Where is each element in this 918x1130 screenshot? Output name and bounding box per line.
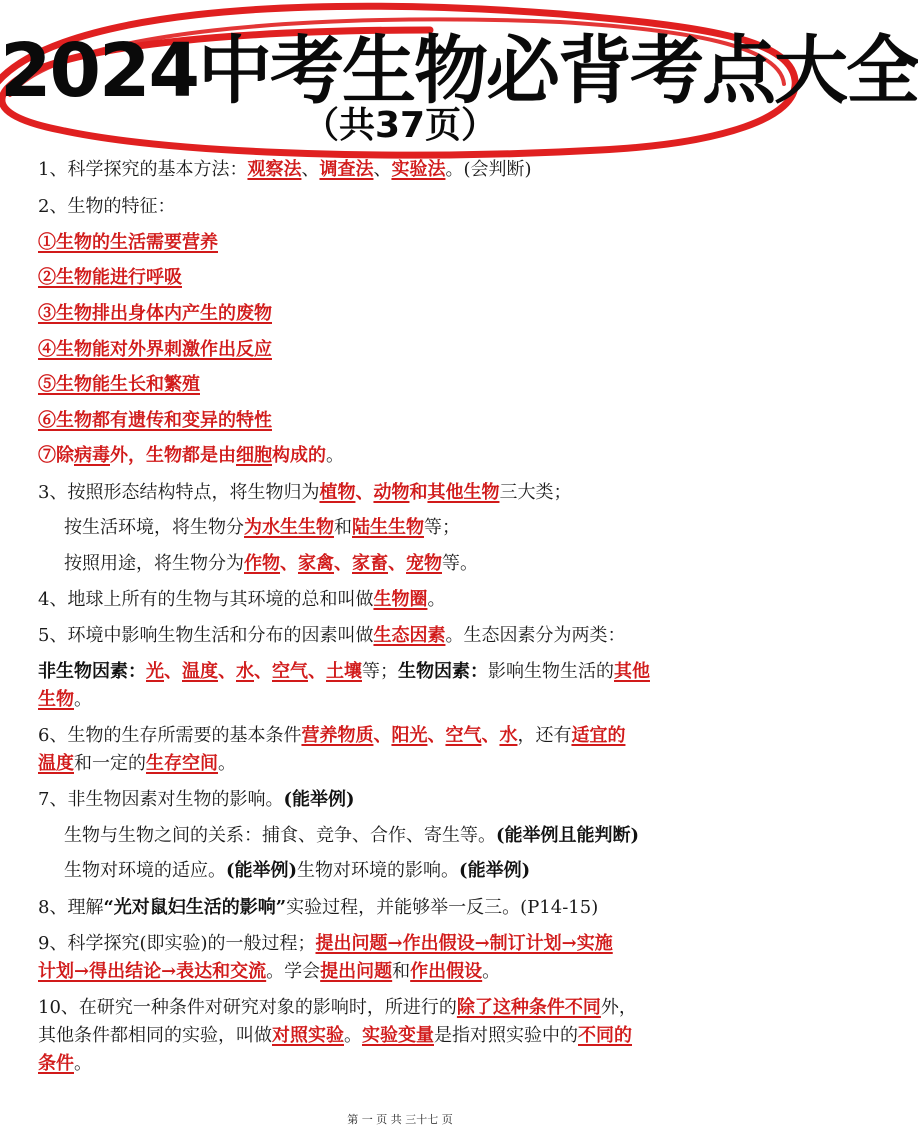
highlight-segment: ⑤生物能生长和繁殖 bbox=[38, 374, 200, 395]
highlight-segment: 观察法 bbox=[247, 159, 302, 180]
highlight-segment: 空气 bbox=[445, 725, 482, 746]
line-26 bbox=[38, 1024, 632, 1048]
text-segment: 生物对环境的适应。 bbox=[64, 860, 226, 881]
line-18 bbox=[38, 752, 236, 776]
highlight-segment: 陆生生物 bbox=[352, 517, 424, 538]
text-segment: 2、生物的特征： bbox=[38, 196, 176, 217]
highlight-segment: 作出假设 bbox=[410, 961, 483, 982]
text-segment: 6、生物的生存所需要的基本条件 bbox=[38, 725, 302, 746]
highlight-segment: 水 bbox=[236, 661, 254, 682]
line-22 bbox=[38, 896, 598, 920]
highlight-segment: ⑦除 bbox=[38, 445, 74, 466]
text-segment: 等。 bbox=[442, 553, 478, 574]
highlight-segment: 为水生生物 bbox=[244, 517, 334, 538]
text-segment: 9、科学探究(即实验)的一般过程； bbox=[38, 933, 316, 954]
highlight-segment: 温度 bbox=[38, 753, 74, 774]
highlight-segment: 、 bbox=[254, 661, 272, 682]
text-segment: 5、环境中影响生物生活和分布的因素叫做 bbox=[38, 625, 374, 646]
highlight-segment: 、 bbox=[164, 661, 182, 682]
highlight-segment: ②生物能进行呼吸 bbox=[38, 267, 182, 288]
highlight-segment: ⑥生物都有遗传和变异的特性 bbox=[38, 410, 272, 431]
line-5 bbox=[38, 302, 272, 326]
highlight-segment: 、 bbox=[355, 482, 374, 503]
highlight-segment: “光对鼠妇生活的影响” bbox=[103, 897, 287, 918]
highlight-segment: 宠物 bbox=[406, 553, 442, 574]
text-segment: 。学会 bbox=[266, 961, 321, 982]
text-segment: 按照用途，将生物分为 bbox=[64, 553, 244, 574]
text-segment: 。 bbox=[344, 1025, 362, 1046]
highlight-segment: 和 bbox=[409, 482, 428, 503]
highlight-segment: 动物 bbox=[373, 482, 410, 503]
highlight-segment: 、 bbox=[308, 661, 326, 682]
text-segment: 按生活环境，将生物分 bbox=[64, 517, 244, 538]
text-segment: 影响生物生活的 bbox=[488, 661, 614, 682]
text-segment: 生物对环境的影响。 bbox=[297, 860, 460, 881]
highlight-segment: 对照实验 bbox=[272, 1025, 344, 1046]
text-segment: 3、按照形态结构特点，将生物归为 bbox=[38, 482, 320, 503]
page-subtitle: （共37页） bbox=[302, 105, 498, 146]
text-segment: 。 bbox=[427, 589, 446, 610]
line-3 bbox=[38, 231, 218, 255]
highlight-segment: ①生物的生活需要营养 bbox=[38, 232, 218, 253]
highlight-segment: 、 bbox=[427, 725, 446, 746]
highlight-segment: 营养物质 bbox=[301, 725, 374, 746]
highlight-segment: 非生物因素： bbox=[38, 661, 146, 682]
highlight-segment: 实验变量 bbox=[362, 1025, 434, 1046]
highlight-segment: 家禽 bbox=[298, 553, 334, 574]
line-21 bbox=[64, 859, 530, 883]
highlight-segment: 、 bbox=[334, 553, 352, 574]
highlight-segment: 提出问题 bbox=[320, 961, 393, 982]
highlight-segment: 、 bbox=[388, 553, 406, 574]
highlight-segment: 土壤 bbox=[326, 661, 362, 682]
highlight-segment: 调查法 bbox=[319, 159, 374, 180]
line-1 bbox=[38, 158, 532, 182]
highlight-segment: (能举例且能判断) bbox=[496, 825, 640, 846]
line-23 bbox=[38, 932, 613, 956]
highlight-segment: 、 bbox=[218, 661, 236, 682]
highlight-segment: 阳光 bbox=[391, 725, 428, 746]
text-segment: 、 bbox=[301, 159, 320, 180]
page-footer: 第 一 页 共 三十七 页 bbox=[347, 1113, 453, 1126]
text-segment: 。 bbox=[74, 1053, 92, 1074]
line-27 bbox=[38, 1052, 92, 1076]
line-7 bbox=[38, 373, 200, 397]
text-segment: 和 bbox=[334, 517, 352, 538]
highlight-segment: 实验法 bbox=[391, 159, 446, 180]
line-8 bbox=[38, 409, 272, 433]
highlight-segment: 不同的 bbox=[578, 1025, 632, 1046]
line-16 bbox=[38, 688, 92, 712]
text-segment: 等； bbox=[362, 661, 398, 682]
text-segment: 10、在研究一种条件对研究对象的影响时，所进行的 bbox=[38, 997, 457, 1018]
line-11 bbox=[64, 516, 460, 540]
highlight-segment: 生物因素： bbox=[398, 661, 488, 682]
highlight-segment: 提出问题→作出假设→制订计划→实施 bbox=[315, 933, 613, 954]
text-segment: 和 bbox=[392, 961, 411, 982]
highlight-segment: 温度 bbox=[182, 661, 218, 682]
line-24 bbox=[38, 960, 500, 984]
highlight-segment: 空气 bbox=[272, 661, 308, 682]
text-segment: 其他条件都相同的实验，叫做 bbox=[38, 1025, 272, 1046]
text-segment: 。 bbox=[482, 961, 501, 982]
text-segment: 4、地球上所有的生物与其环境的总和叫做 bbox=[38, 589, 374, 610]
highlight-segment: (能举例) bbox=[226, 860, 298, 881]
line-10 bbox=[38, 481, 571, 505]
highlight-segment: 外，生物都是由 bbox=[110, 445, 236, 466]
line-19 bbox=[38, 788, 355, 812]
line-13 bbox=[38, 588, 445, 612]
highlight-segment: ④生物能对外界刺激作出反应 bbox=[38, 339, 272, 360]
highlight-segment: 计划→得出结论→表达和交流 bbox=[38, 961, 267, 982]
highlight-segment: (能举例) bbox=[283, 789, 355, 810]
text-segment: 。 bbox=[74, 689, 92, 710]
text-segment: 1、科学探究的基本方法： bbox=[38, 159, 248, 180]
text-segment: 是指对照实验中的 bbox=[434, 1025, 578, 1046]
text-segment: 8、理解 bbox=[38, 897, 104, 918]
page-title: 2024中考生物必背考点大全 bbox=[0, 28, 918, 114]
highlight-segment: 光 bbox=[146, 661, 164, 682]
highlight-segment: 、 bbox=[280, 553, 298, 574]
text-segment: 。生态因素分为两类： bbox=[445, 625, 626, 646]
text-segment: 。 bbox=[326, 445, 344, 466]
highlight-segment: 水 bbox=[499, 725, 518, 746]
highlight-segment: 病毒 bbox=[74, 445, 110, 466]
text-segment: 实验过程，并能够举一反三。(P14-15) bbox=[286, 897, 599, 918]
line-17 bbox=[38, 724, 625, 748]
line-15 bbox=[38, 660, 650, 684]
highlight-segment: ③生物排出身体内产生的废物 bbox=[38, 303, 272, 324]
line-6 bbox=[38, 338, 272, 362]
text-segment: 三大类； bbox=[499, 482, 572, 503]
highlight-segment: 、 bbox=[481, 725, 500, 746]
highlight-segment: 生态因素 bbox=[373, 625, 446, 646]
line-20 bbox=[64, 824, 639, 848]
highlight-segment: 生物 bbox=[38, 689, 74, 710]
text-segment: 外， bbox=[600, 997, 637, 1018]
highlight-segment: 植物 bbox=[319, 482, 356, 503]
text-segment: 等； bbox=[424, 517, 460, 538]
highlight-segment: 生存空间 bbox=[146, 753, 218, 774]
highlight-segment: 、 bbox=[373, 725, 392, 746]
highlight-segment: 家畜 bbox=[352, 553, 388, 574]
highlight-segment: 作物 bbox=[244, 553, 280, 574]
line-9 bbox=[38, 444, 344, 468]
line-12 bbox=[64, 552, 478, 576]
line-2 bbox=[38, 195, 175, 219]
highlight-segment: 构成的 bbox=[272, 445, 326, 466]
text-segment: 。 bbox=[218, 753, 236, 774]
highlight-segment: 其他 bbox=[614, 661, 650, 682]
highlight-segment: 除了这种条件不同 bbox=[456, 997, 601, 1018]
line-4 bbox=[38, 266, 182, 290]
highlight-segment: 细胞 bbox=[236, 445, 272, 466]
text-segment: 7、非生物因素对生物的影响。 bbox=[38, 789, 284, 810]
text-segment: 、 bbox=[373, 159, 392, 180]
text-segment: 生物与生物之间的关系：捕食、竞争、合作、寄生等。 bbox=[64, 825, 496, 846]
highlight-segment: 条件 bbox=[38, 1053, 74, 1074]
text-segment: 和一定的 bbox=[74, 753, 146, 774]
highlight-segment: (能举例) bbox=[459, 860, 531, 881]
line-14 bbox=[38, 624, 625, 648]
line-25 bbox=[38, 996, 637, 1020]
highlight-segment: 生物圈 bbox=[373, 589, 428, 610]
text-segment: 。(会判断) bbox=[445, 159, 532, 180]
highlight-segment: 适宜的 bbox=[571, 725, 626, 746]
highlight-segment: 其他生物 bbox=[427, 482, 500, 503]
text-segment: ，还有 bbox=[517, 725, 572, 746]
